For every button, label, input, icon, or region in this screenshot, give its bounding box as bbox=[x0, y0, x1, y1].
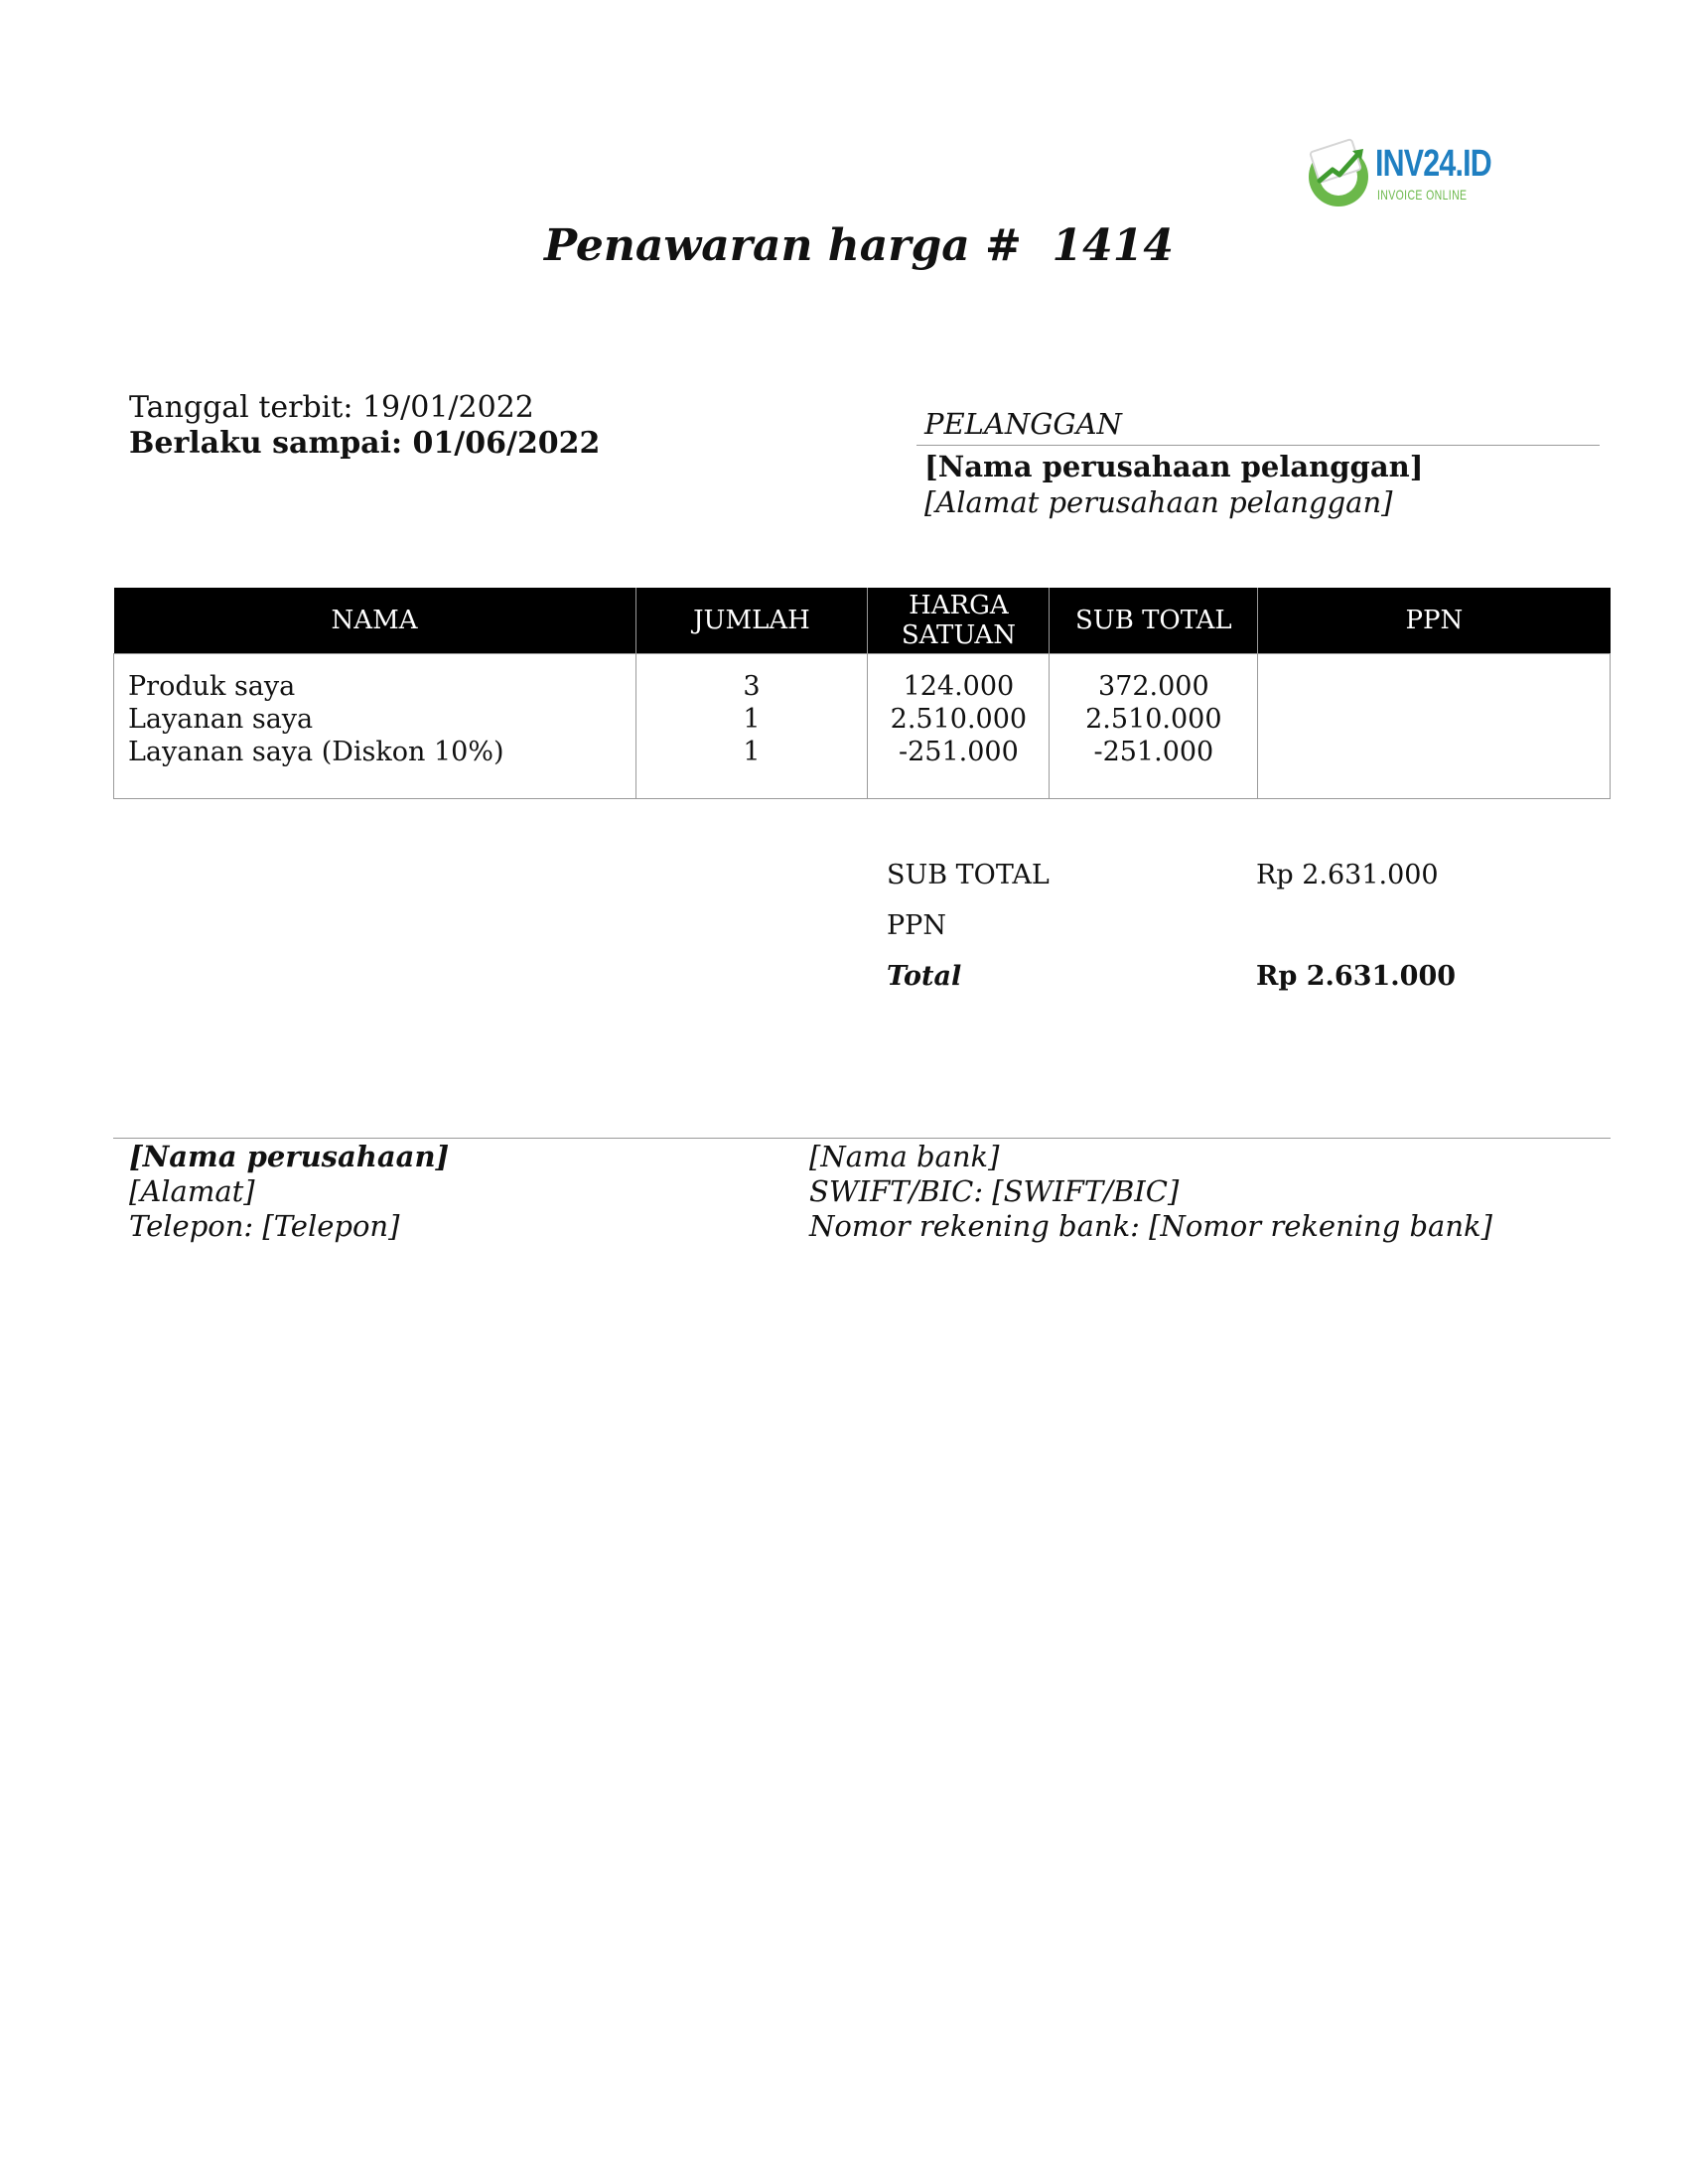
header-unit-price-line1: HARGA bbox=[909, 591, 1009, 620]
footer-bank-account: Nomor rekening bank: [Nomor rekening bank] bbox=[809, 1209, 1492, 1243]
item-name: Produk saya bbox=[128, 671, 296, 702]
valid-until-date: Berlaku sampai: 01/06/2022 bbox=[129, 426, 601, 461]
tax-row bbox=[887, 910, 1482, 961]
header-unit-price-line2: SATUAN bbox=[901, 620, 1016, 650]
footer-bank-info bbox=[809, 1140, 1492, 1244]
item-subtotal: 372.000 bbox=[1098, 671, 1209, 702]
items-table bbox=[113, 588, 1611, 799]
footer-bank-swift: SWIFT/BIC: [SWIFT/BIC] bbox=[809, 1174, 1180, 1208]
tax-label: PPN bbox=[887, 910, 946, 941]
item-subtotal-cell bbox=[1050, 654, 1258, 799]
header-qty: JUMLAH bbox=[635, 588, 868, 654]
footer-divider bbox=[113, 1138, 1611, 1139]
footer-company-address: [Alamat] bbox=[129, 1174, 255, 1208]
customer-label: PELANGGAN bbox=[916, 407, 1600, 446]
header-unit-price bbox=[868, 588, 1050, 654]
customer-address: [Alamat perusahaan pelanggan] bbox=[924, 485, 1393, 519]
customer-block bbox=[916, 407, 1600, 519]
item-subtotal: 2.510.000 bbox=[1085, 704, 1222, 735]
footer-company-info bbox=[129, 1140, 449, 1244]
totals-block bbox=[887, 860, 1482, 1012]
footer-bank-name: [Nama bank] bbox=[809, 1140, 1000, 1173]
item-qty-cell bbox=[635, 654, 868, 799]
table-header-row bbox=[114, 588, 1611, 654]
item-unit-price: 124.000 bbox=[903, 671, 1015, 702]
item-qty: 1 bbox=[743, 737, 761, 767]
item-name: Layanan saya bbox=[128, 704, 314, 735]
header-tax: PPN bbox=[1258, 588, 1611, 654]
item-name: Layanan saya (Diskon 10%) bbox=[128, 737, 504, 767]
footer-company-name: [Nama perusahaan] bbox=[129, 1140, 450, 1173]
total-row bbox=[887, 961, 1482, 1012]
company-logo bbox=[1306, 137, 1504, 216]
header-name: NAMA bbox=[114, 588, 636, 654]
item-unit-price: 2.510.000 bbox=[890, 704, 1028, 735]
item-unit-price-cell bbox=[868, 654, 1050, 799]
item-names-cell bbox=[114, 654, 636, 799]
item-qty: 1 bbox=[743, 704, 761, 735]
logo-brand-text: INV24.ID bbox=[1375, 143, 1491, 185]
quote-dates bbox=[129, 390, 600, 462]
item-qty: 3 bbox=[743, 671, 761, 702]
item-unit-price: -251.000 bbox=[899, 737, 1019, 767]
subtotal-label: SUB TOTAL bbox=[887, 860, 1050, 890]
subtotal-value: Rp 2.631.000 bbox=[1256, 860, 1439, 890]
table-row bbox=[114, 654, 1611, 799]
logo-chart-icon bbox=[1306, 137, 1375, 208]
header-subtotal: SUB TOTAL bbox=[1050, 588, 1258, 654]
total-value: Rp 2.631.000 bbox=[1256, 961, 1457, 992]
logo-subtitle: INVOICE ONLINE bbox=[1377, 187, 1468, 203]
total-label: Total bbox=[887, 961, 962, 992]
footer-company-phone: Telepon: [Telepon] bbox=[129, 1209, 400, 1243]
customer-name: [Nama perusahaan pelanggan] bbox=[924, 450, 1424, 483]
item-tax-cell bbox=[1258, 654, 1611, 799]
subtotal-row bbox=[887, 860, 1482, 910]
item-subtotal: -251.000 bbox=[1093, 737, 1214, 767]
issue-date: Tanggal terbit: 19/01/2022 bbox=[129, 390, 534, 425]
page-title: Penawaran harga # 1414 bbox=[543, 220, 1175, 271]
